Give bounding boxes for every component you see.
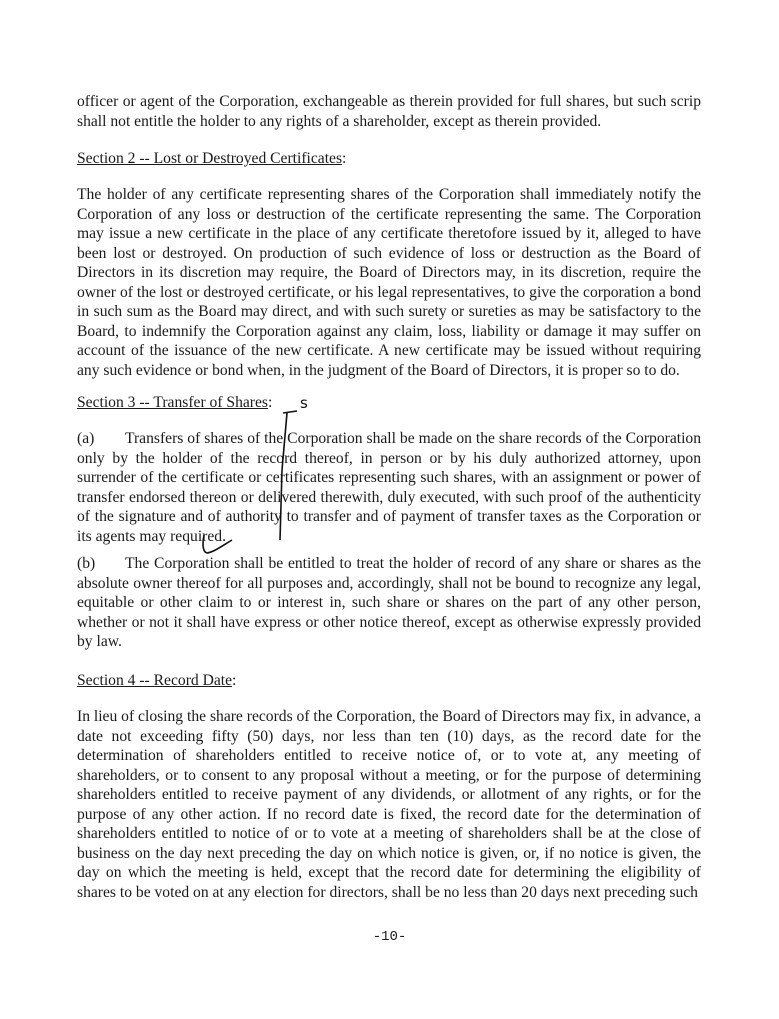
continued-paragraph: officer or agent of the Corporation, exchangeable as therein provided for full shares, but such scrip shall not entitle the holder to any rights of a shareholder, except as therein provided.	[77, 93, 701, 130]
section-3b-paragraph: (b) The Corporation shall be entitled to treat the holder of record of any share or shares as the absolute owner thereof for all purposes and, accordingly, shall not be bound to recognize any legal, equitable or other claim to or interest in, such share or shares on the part of any other person, whether or not it shall have express or other notice thereof, except as otherwise expressly provided by law.	[77, 555, 701, 650]
handwritten-s-mark: s	[300, 394, 308, 412]
page-number: -10-	[372, 929, 407, 945]
section-4-heading: Section 4 -- Record Date:	[77, 672, 237, 689]
section-2-body: The holder of any certificate representing shares of the Corporation shall immediately notify the Corporation of any loss or destruction of the certificate representing the same. The Corporation may issue a new certificate in the place of any certificate theretofore issued by it, alleged to have been lost or destroyed. On production of such evidence of loss or destruction as the Board of Directors in its discretion may require, the Board of Directors may, in its discretion, require the owner of the lost or destroyed certificate, or his legal representatives, to give the corporation a bond in such sum as the Board may direct, and with such surety or sureties as may be satisfactory to the Board, to indemnify the Corporation against any claim, loss, liability or damage it may suffer on account of the issuance of the new certificate. A new certificate may be issued without requiring any such evidence or bond when, in the judgment of the Board of Directors, it is proper so to do.	[77, 186, 701, 379]
section-4-body: In lieu of closing the share records of the Corporation, the Board of Directors may fix, in advance, a date not exceeding fifty (50) days, nor less than ten (10) days, as the record date for the determination of shareholders entitled to receive notice of, or to vote at, any meeting of shareholders, or to consent to any proposal without a meeting, or for the purpose of determining shareholders entitled to receive payment of any dividends, or allotment of any rights, or for the purpose of any other action. If no record date is fixed, the record date for the determination of shareholders entitled to notice of or to vote at a meeting of shareholders shall be at the close of business on the day next preceding the day on which notice is given, or, if no notice is given, the day on which the meeting is held, except that the record date for determining the eligibility of shares to be voted on at any election for directors, shall be no less than 20 days next preceding such	[77, 708, 701, 901]
section-2-heading: Section 2 -- Lost or Destroyed Certificates:	[77, 150, 347, 167]
section-3a-paragraph: (a) Transfers of shares of the Corporation shall be made on the share records of the Corporation only by the holder of the record thereof, in person or by his duly authorized attorney, upon surrender of the certificate or certificates representing such shares, with an assignment or power of transfer endorsed thereon or delivered therewith, duly executed, with such proof of the authenticity of the signature and of authority to transfer and of payment of transfer taxes as the Corporation or its agents may required.	[77, 430, 701, 545]
section-3-heading: Section 3 -- Transfer of Shares:	[77, 394, 273, 411]
